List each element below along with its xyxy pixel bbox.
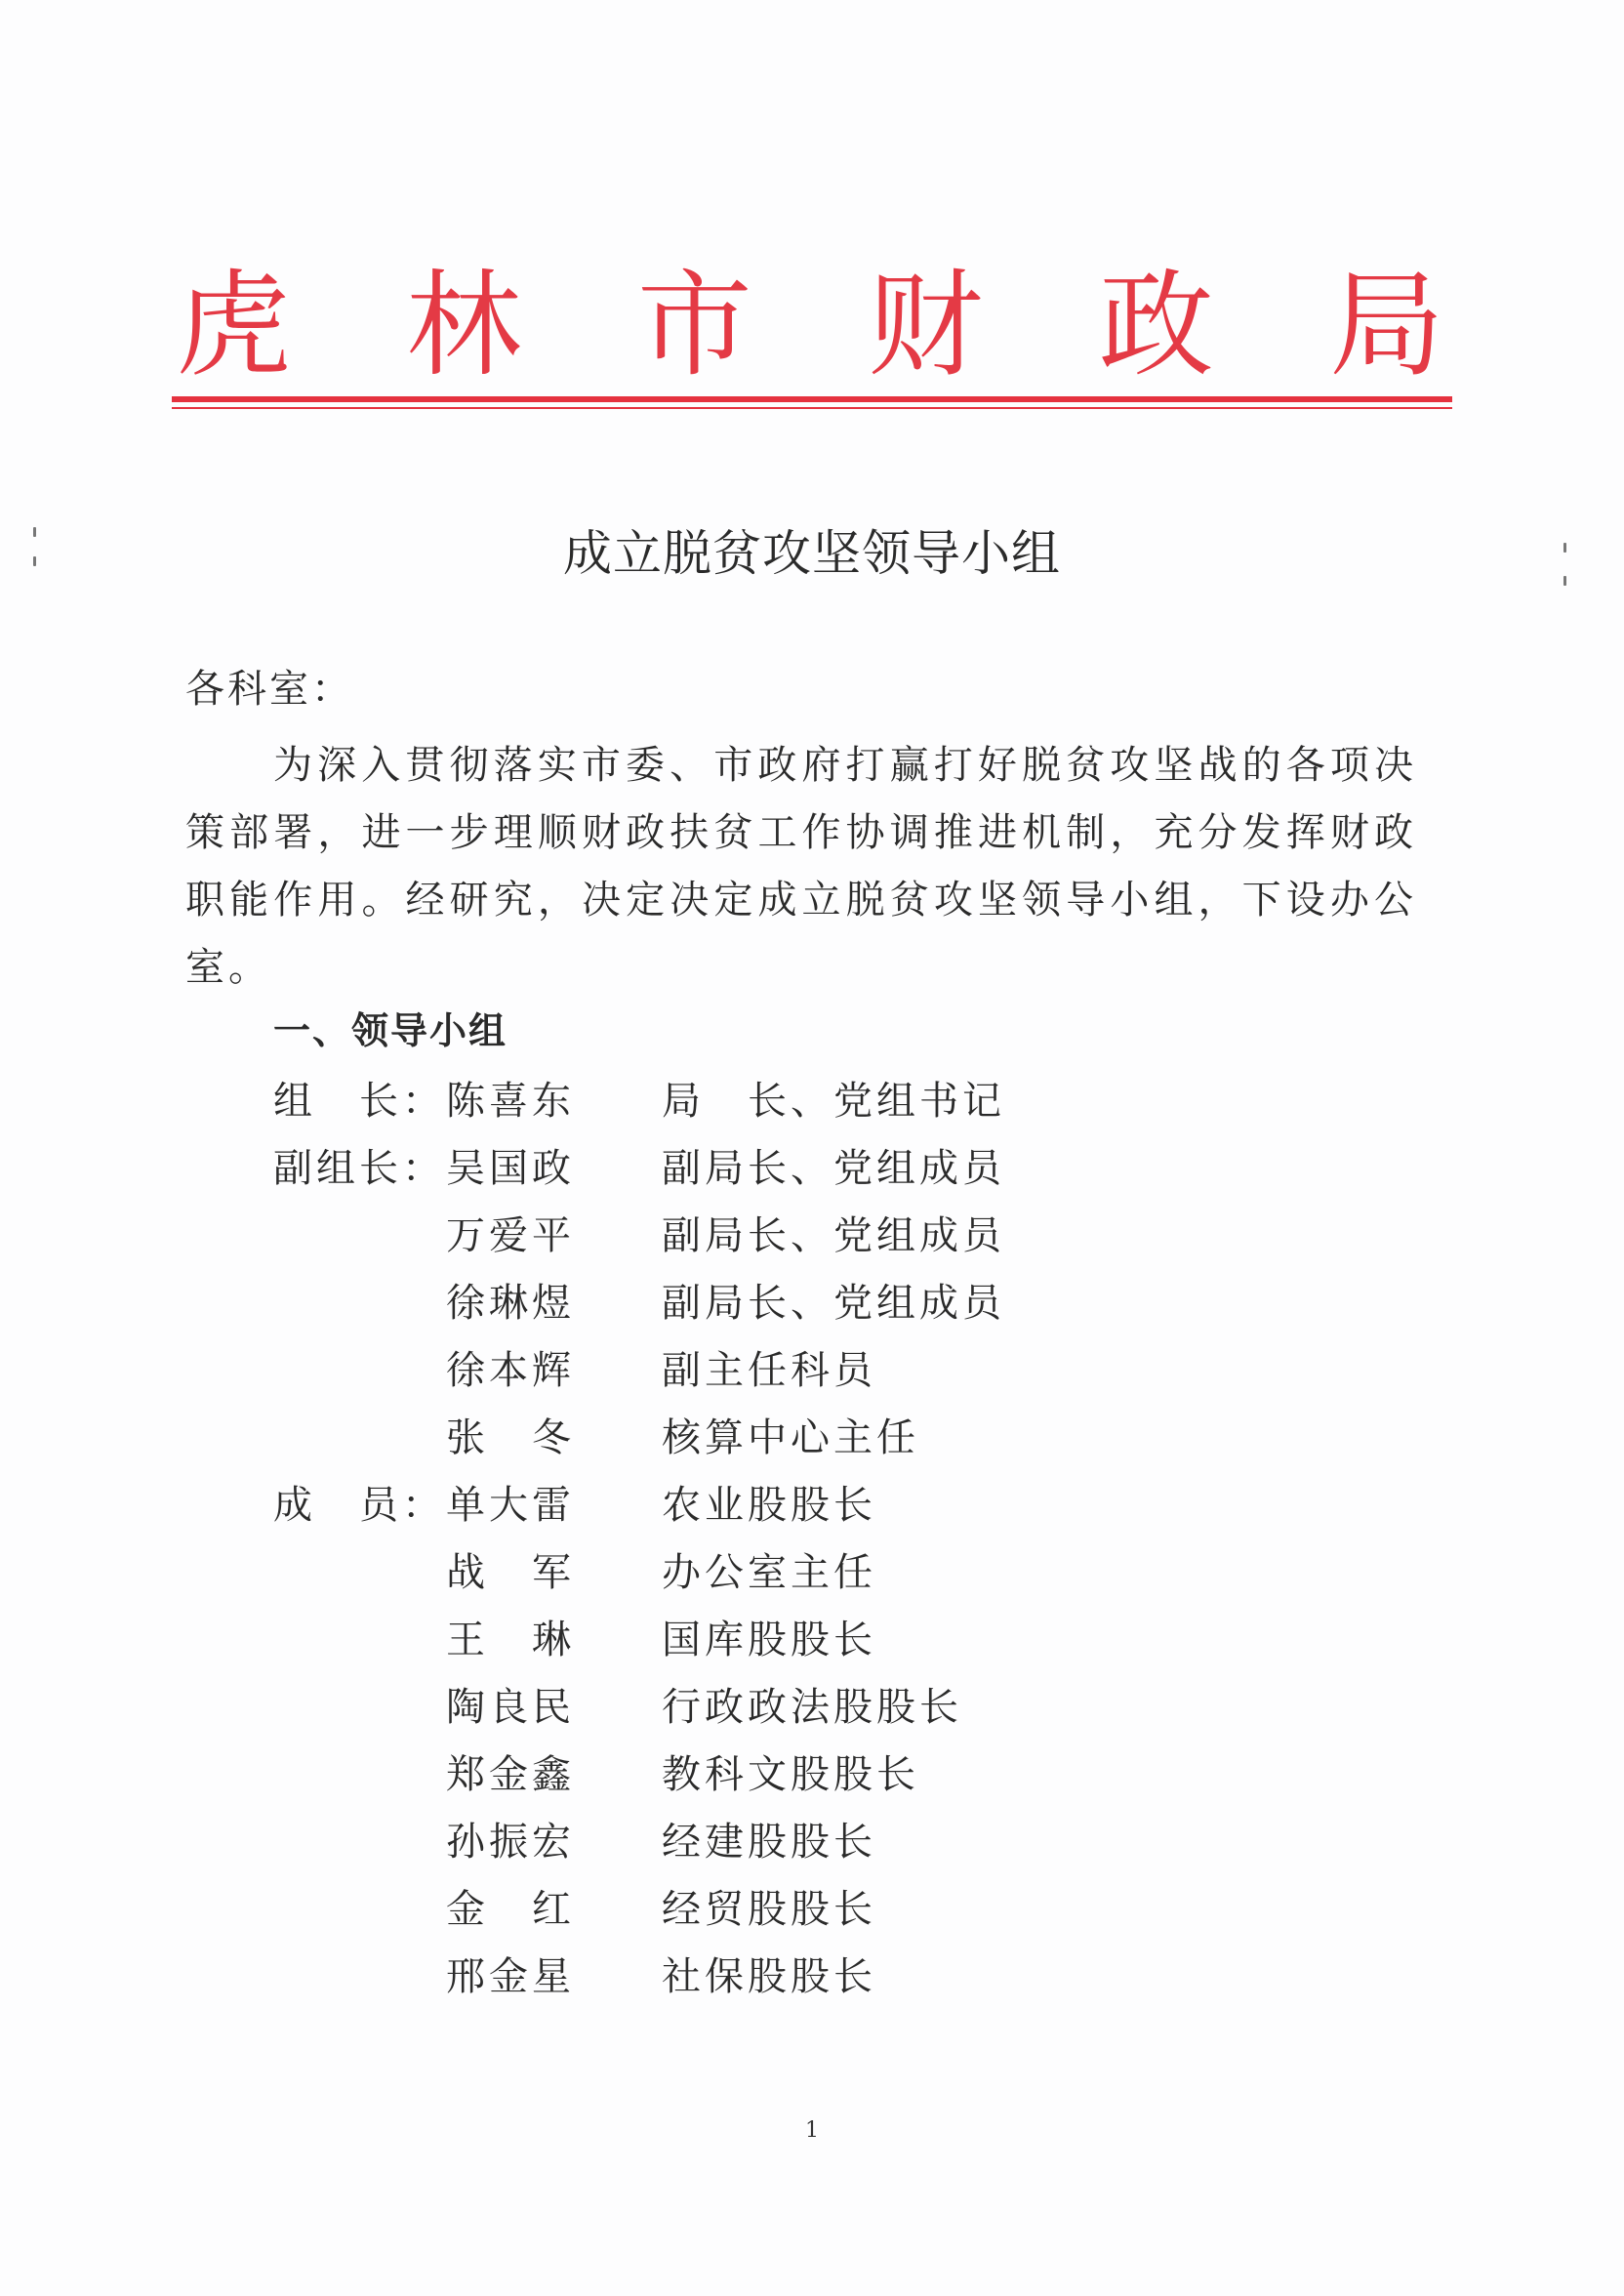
letterhead-char: 财 [868, 258, 984, 392]
member-name: 战 军 [446, 1550, 575, 1595]
letterhead-divider [172, 396, 1452, 402]
letterhead-char: 局 [1328, 258, 1444, 392]
member-name: 吴国政 [446, 1146, 575, 1191]
letterhead-char: 林 [406, 258, 522, 392]
member-title: 副局长、党组成员 [662, 1146, 1005, 1191]
member-title: 副主任科员 [662, 1348, 876, 1393]
letterhead-char: 政 [1098, 258, 1214, 392]
member-name: 徐琳煜 [446, 1281, 575, 1326]
member-title: 办公室主任 [662, 1550, 876, 1595]
member-title: 经建股股长 [662, 1820, 876, 1865]
member-name: 陶良民 [446, 1685, 575, 1730]
member-name: 孙振宏 [446, 1820, 575, 1865]
member-title: 核算中心主任 [662, 1415, 919, 1460]
member-role: 组 长： [273, 1079, 445, 1124]
member-name: 金 红 [446, 1887, 575, 1932]
member-name: 郑金鑫 [446, 1752, 575, 1797]
document-title: 成立脱贫攻坚领导小组 [563, 525, 1061, 582]
member-title: 教科文股股长 [662, 1752, 919, 1797]
member-title: 经贸股股长 [662, 1887, 876, 1932]
member-name: 陈喜东 [446, 1079, 575, 1124]
member-title: 国库股股长 [662, 1618, 876, 1662]
letterhead-title [176, 252, 1444, 398]
body-paragraph: 为深入贯彻落实市委、市政府打赢打好脱贫攻坚战的各项决策部署，进一步理顺财政扶贫工作协调推进机制，充分发挥财政职能作用。经研究，决定决定成立脱贫攻坚领导小组，下设办公室。 [185, 743, 1417, 990]
member-title: 副局长、党组成员 [662, 1281, 1005, 1326]
member-title: 行政政法股股长 [662, 1685, 962, 1730]
member-title: 农业股股长 [662, 1483, 876, 1528]
salutation: 各科室： [185, 667, 353, 712]
member-title: 社保股股长 [662, 1954, 876, 1999]
letterhead-char: 虎 [176, 258, 292, 392]
letterhead-char: 市 [636, 258, 752, 392]
member-role: 副组长： [273, 1146, 445, 1191]
member-title: 局 长、党组书记 [662, 1079, 1005, 1124]
member-role: 成 员： [273, 1483, 445, 1528]
member-name: 徐本辉 [446, 1348, 575, 1393]
member-title: 副局长、党组成员 [662, 1213, 1005, 1258]
member-name: 王 琳 [446, 1618, 575, 1662]
page-number: 1 [805, 2118, 819, 2143]
letterhead-divider-thin [172, 407, 1452, 409]
member-name: 邢金星 [446, 1954, 575, 1999]
member-name: 万爱平 [446, 1213, 575, 1258]
member-name: 单大雷 [446, 1483, 575, 1528]
member-name: 张 冬 [446, 1415, 575, 1460]
section-heading: 一、领导小组 [273, 1009, 508, 1052]
